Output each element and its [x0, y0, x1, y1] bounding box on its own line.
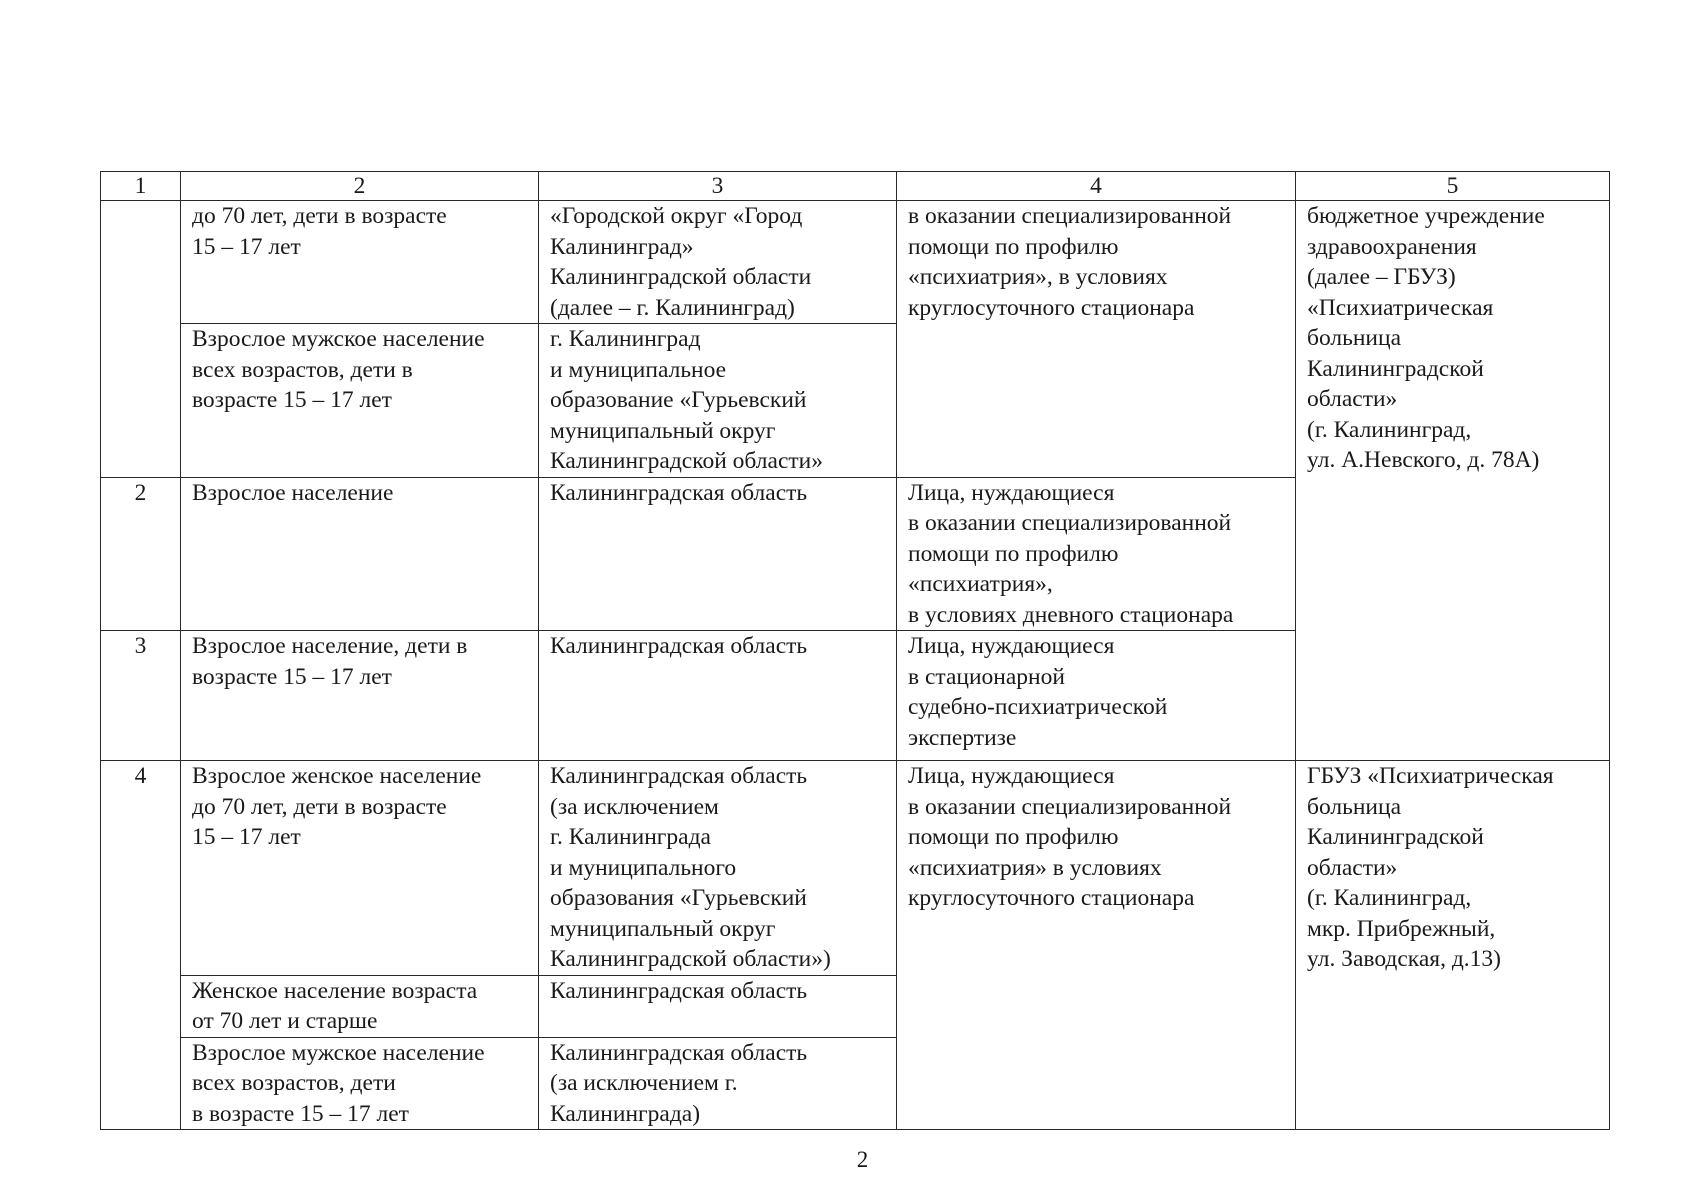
- header-col-5: 5: [1296, 172, 1610, 201]
- row-number-cell: 3: [101, 631, 181, 761]
- institution-cell: бюджетное учреждение здравоохранения (далее – ГБУЗ) «Психиатрическая больница Калининградской области» (г. Калининград, ул. А.Невского, д. 78А): [1296, 201, 1610, 761]
- territory-cell: Калининградская область: [539, 631, 897, 761]
- header-col-3: 3: [539, 172, 897, 201]
- territory-cell: Калининградская область (за исключением г. Калининграда): [539, 1037, 897, 1130]
- service-cell: в оказании специализированной помощи по профилю «психиатрия», в условиях круглосуточного стационара: [897, 201, 1296, 478]
- population-cell: до 70 лет, дети в возрасте 15 – 17 лет: [181, 201, 539, 324]
- table-row: [101, 201, 1610, 324]
- page-number: 2: [856, 1147, 869, 1172]
- territory-cell: Калининградская область (за исключением г. Калининграда и муниципального образования «Гурьевский муниципальный округ Калининградской области»): [539, 761, 897, 976]
- territory-cell: Калининградская область: [539, 477, 897, 631]
- population-cell: Взрослое население: [181, 477, 539, 631]
- table-row: [101, 761, 1610, 976]
- header-col-1: 1: [101, 172, 181, 201]
- population-cell: Взрослое мужское население всех возрастов, дети в возрасте 15 – 17 лет: [181, 1037, 539, 1130]
- institution-cell: ГБУЗ «Психиатрическая больница Калининградской области» (г. Калининград, мкр. Прибрежный, ул. Заводская, д.13): [1296, 761, 1610, 1130]
- document-table: [100, 171, 1610, 1130]
- territory-cell: Калининградская область: [539, 975, 897, 1037]
- service-cell: Лица, нуждающиеся в оказании специализированной помощи по профилю «психиатрия», в условиях дневного стационара: [897, 477, 1296, 631]
- header-col-4: 4: [897, 172, 1296, 201]
- population-cell: Взрослое мужское население всех возрастов, дети в возрасте 15 – 17 лет: [181, 324, 539, 478]
- territory-cell: г. Калининград и муниципальное образование «Гурьевский муниципальный округ Калининградской области»: [539, 324, 897, 478]
- territory-cell: «Городской округ «Город Калининград» Калининградской области (далее – г. Калининград): [539, 201, 897, 324]
- header-col-2: 2: [181, 172, 539, 201]
- population-cell: Взрослое женское население до 70 лет, дети в возрасте 15 – 17 лет: [181, 761, 539, 976]
- row-number-cell: 4: [101, 761, 181, 1130]
- table-header-row: [101, 172, 1610, 201]
- population-cell: Взрослое население, дети в возрасте 15 – 17 лет: [181, 631, 539, 761]
- service-cell: Лица, нуждающиеся в стационарной судебно-психиатрической экспертизе: [897, 631, 1296, 761]
- service-cell: Лица, нуждающиеся в оказании специализированной помощи по профилю «психиатрия» в условиях круглосуточного стационара: [897, 761, 1296, 1130]
- row-number-cell: 2: [101, 477, 181, 631]
- population-cell: Женское население возраста от 70 лет и старше: [181, 975, 539, 1037]
- row-number-cell: [101, 201, 181, 478]
